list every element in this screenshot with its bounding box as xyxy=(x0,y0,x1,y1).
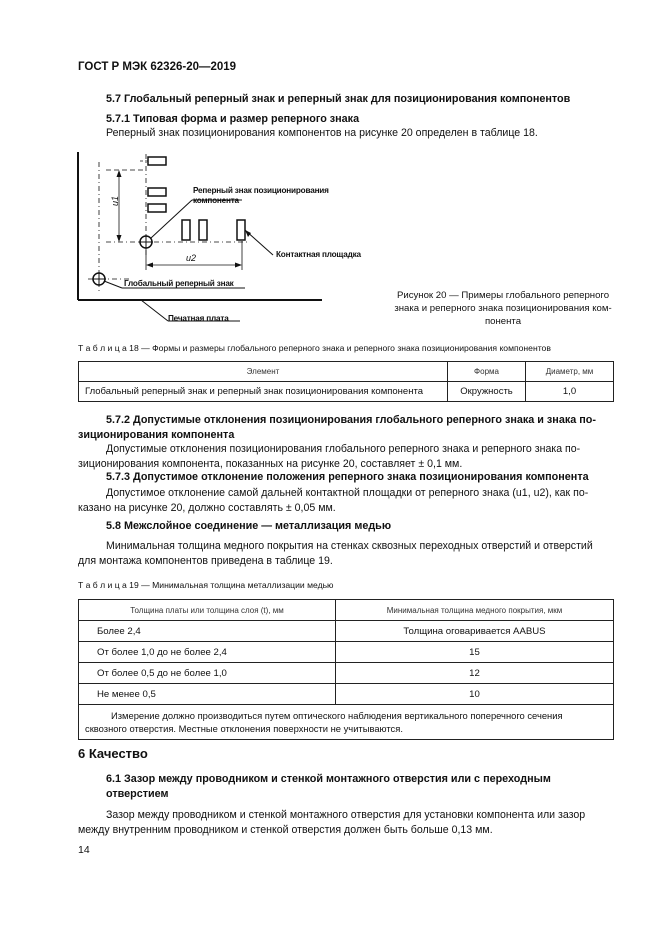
label-component-mark-line2: компонента xyxy=(193,196,239,205)
table-note xyxy=(79,705,614,740)
section-5-7-title: 5.7 Глобальный реперный знак и реперный знак для позиционирования компонентов xyxy=(106,93,571,105)
table-19-caption: Т а б л и ц а 19 — Минимальная толщина металлизации медью xyxy=(78,580,334,590)
section-5-7-3-title: 5.7.3 Допустимое отклонение положения реперного знака позиционирования компонента xyxy=(106,471,589,483)
section-5-7-3-text-line1: Допустимое отклонение самой дальней контактной площадки от реперного знака (u1, u2), как по- xyxy=(106,487,589,499)
table-header-cell: Форма xyxy=(448,362,526,382)
section-5-7-1-title: 5.7.1 Типовая форма и размер реперного знака xyxy=(106,113,360,125)
table-cell: Более 2,4 xyxy=(79,621,336,642)
table-note-line2: сквозного отверстия. Местные отклонения поверхности не учитываются. xyxy=(85,723,403,734)
section-6-1-text-line2: между внутренним проводником и стенкой отверстия должен быть больше 0,13 мм. xyxy=(78,824,493,836)
label-component-mark-line1: Реперный знак позиционирования xyxy=(193,186,329,195)
table-row xyxy=(79,684,614,705)
table-note-line1: Измерение должно производиться путем оптического наблюдения вертикального поперечного сечения xyxy=(111,710,563,721)
document-header: ГОСТ Р МЭК 62326-20—2019 xyxy=(78,61,237,73)
table-cell: Окружность xyxy=(448,382,526,402)
dimension-u2: u2 xyxy=(186,253,197,263)
table-header-cell: Толщина платы или толщина слоя (t), мм xyxy=(79,600,336,621)
table-note-row xyxy=(79,705,614,740)
table-header-row xyxy=(79,362,614,382)
table-cell: 10 xyxy=(336,684,614,705)
table-cell: Глобальный реперный знак и реперный знак позиционирования компонента xyxy=(79,382,448,402)
label-contact-pad: Контактная площадка xyxy=(276,250,361,259)
section-5-7-1-text: Реперный знак позиционирования компонентов на рисунке 20 определен в таблице 18. xyxy=(106,127,538,139)
table-cell: Толщина оговаривается AABUS xyxy=(336,621,614,642)
section-6-1-title-line1: 6.1 Зазор между проводником и стенкой монтажного отверстия или с переходным xyxy=(106,773,551,785)
table-19 xyxy=(78,599,614,740)
table-cell: Не менее 0,5 xyxy=(79,684,336,705)
table-header-cell: Элемент xyxy=(79,362,448,382)
table-cell: 12 xyxy=(336,663,614,684)
table-18-caption: Т а б л и ц а 18 — Формы и размеры глобального реперного знака и реперного знака позиционирования компонентов xyxy=(78,343,551,353)
table-row xyxy=(79,642,614,663)
table-cell: 15 xyxy=(336,642,614,663)
section-5-8-title: 5.8 Межслойное соединение — металлизация медью xyxy=(106,520,392,532)
label-global-mark: Глобальный реперный знак xyxy=(124,279,234,288)
table-18 xyxy=(78,361,614,402)
table-row xyxy=(79,663,614,684)
figure-20-caption-line1: Рисунок 20 — Примеры глобального реперного xyxy=(396,290,610,301)
table-row xyxy=(79,621,614,642)
section-6-1-text-line1: Зазор между проводником и стенкой монтажного отверстия для установки компонента или зазор xyxy=(106,809,586,821)
section-5-7-2-text-line2: зиционирования компонента, показанных на рисунке 20, составляет ± 0,1 мм. xyxy=(78,458,463,470)
section-5-7-2-title-line2: зиционирования компонента xyxy=(78,429,235,441)
page-number: 14 xyxy=(78,844,90,856)
table-cell: 1,0 xyxy=(526,382,614,402)
label-printed-board: Печатная плата xyxy=(168,314,229,323)
figure-20-caption-line3: понента xyxy=(484,316,522,327)
table-cell: От более 1,0 до не более 2,4 xyxy=(79,642,336,663)
section-6-1-title-line2: отверстием xyxy=(106,788,169,800)
section-5-7-2-title-line1: 5.7.2 Допустимые отклонения позиционирования глобального реперного знака и знака по- xyxy=(106,414,596,426)
table-row xyxy=(79,382,614,402)
section-5-8-text-line2: для монтажа компонентов приведена в таблице 19. xyxy=(78,555,333,567)
section-6-title: 6 Качество xyxy=(78,746,148,761)
figure-20-caption xyxy=(378,289,628,328)
dimension-u1: u1 xyxy=(110,195,121,207)
table-header-row xyxy=(79,600,614,621)
table-header-cell: Диаметр, мм xyxy=(526,362,614,382)
table-header-cell: Минимальная толщина медного покрытия, мкм xyxy=(336,600,614,621)
table-cell: От более 0,5 до не более 1,0 xyxy=(79,663,336,684)
figure-20-diagram xyxy=(70,148,390,333)
figure-20-caption-line2: знака и реперного знака позиционирования ком- xyxy=(394,303,612,314)
section-5-8-text-line1: Минимальная толщина медного покрытия на стенках сквозных переходных отверстий и отверстий xyxy=(106,540,593,552)
section-5-7-2-text-line1: Допустимые отклонения позиционирования глобального реперного знака и реперного знака по- xyxy=(106,443,581,455)
section-5-7-3-text-line2: казано на рисунке 20, должно составлять ± 0,05 мм. xyxy=(78,502,336,514)
